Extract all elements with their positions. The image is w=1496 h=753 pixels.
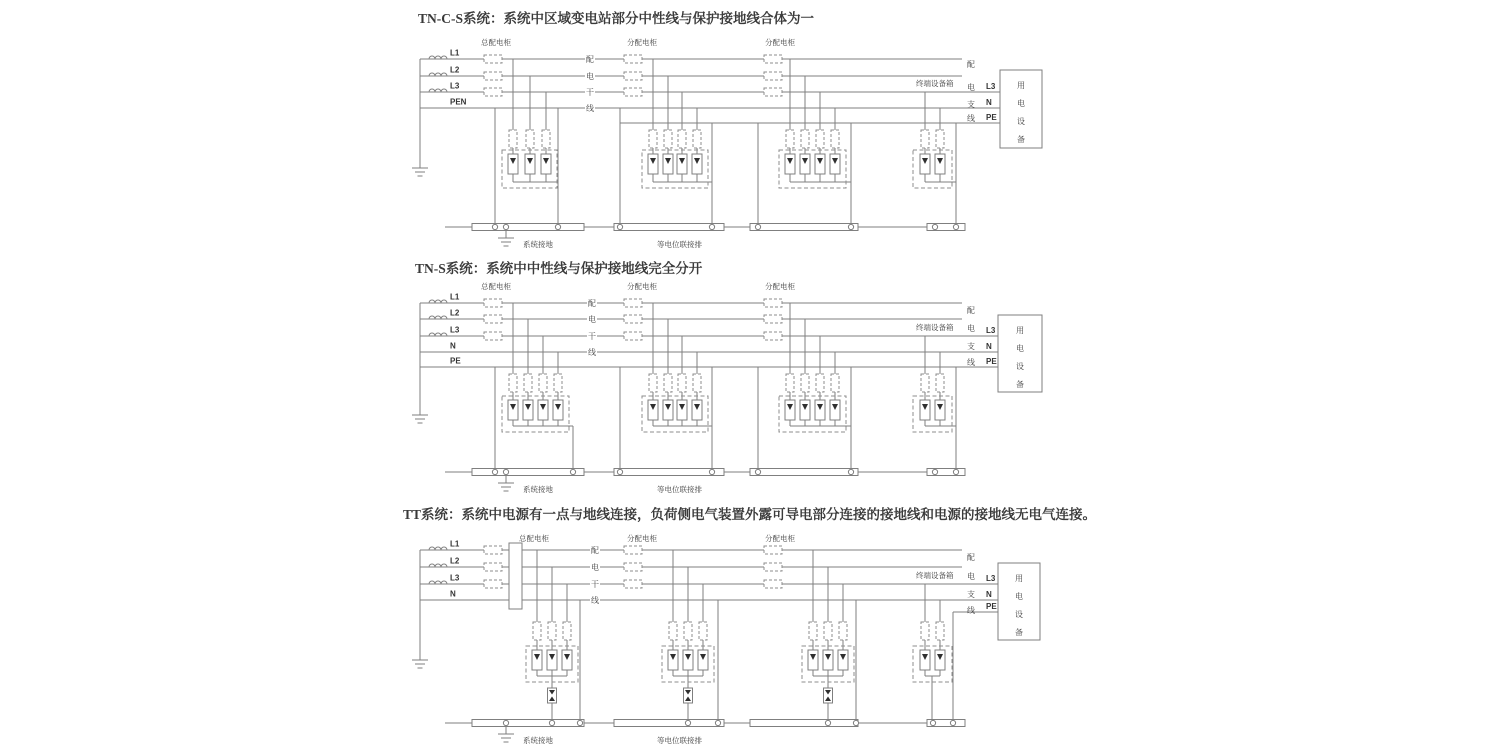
diagram-tt [403,506,1096,745]
fuse-icon [764,55,782,63]
fuse-icon [509,374,517,392]
branch-line-label-char: 线 [967,114,975,123]
cabinet-label: 总配电柜 [481,38,511,47]
spd-group-box [913,396,952,432]
fuse-icon [624,299,642,307]
fuse-icon [786,374,794,392]
load-line-label: N [986,590,992,599]
ground-symbol-icon [498,734,514,742]
fuse-icon [684,622,692,640]
trunk-line-label-char: 线 [586,104,594,113]
line-label: L2 [450,556,460,566]
equipotential-busbar [750,720,858,727]
bus-connection-node [950,720,955,725]
branch-line-label-char: 配 [967,306,975,315]
ground-symbol-icon [412,168,428,176]
ground-symbol-icon [412,660,428,668]
load-box-label-char: 备 [1016,380,1024,389]
load-box-label-char: 用 [1015,574,1023,583]
fuse-icon [624,546,642,554]
diagram-title: TN-C-S系统：系统中区域变电站部分中性线与保护接地线合体为一 [418,11,815,26]
bus-connection-node [848,469,853,474]
fuse-icon [664,130,672,148]
bus-connection-node [549,720,554,725]
fuse-icon [936,622,944,640]
terminal-box-label: 终端设备箱 [916,79,954,88]
bus-connection-node [953,224,958,229]
equipotential-busbar [614,224,724,231]
fuse-icon [809,622,817,640]
load-line-label: N [986,342,992,351]
fuse-icon [699,622,707,640]
bus-connection-node [577,720,582,725]
bus-connection-node [492,469,497,474]
fuse-icon [624,72,642,80]
fuse-icon [678,130,686,148]
fuse-icon [936,130,944,148]
bus-connection-node [848,224,853,229]
fuse-icon [831,374,839,392]
bus-connection-node [570,469,575,474]
bus-connection-node [930,720,935,725]
bus-connection-node [825,720,830,725]
load-box-label-char: 用 [1016,326,1024,335]
load-box-label-char: 电 [1015,592,1023,601]
ground-symbol-icon [412,415,428,423]
branch-line-label-char: 配 [967,553,975,562]
fuse-icon [649,374,657,392]
diagram-title: TT系统：系统中电源有一点与地线连接，负荷侧电气装置外露可导电部分连接的接地线和电源的接地线无电气连接。 [403,507,1097,522]
trunk-line-label-char: 干 [591,580,599,589]
trunk-line-label-char: 线 [591,596,599,605]
equipotential-busbar [750,224,858,231]
load-line-label: PE [986,113,997,122]
fuse-icon [816,130,824,148]
cabinet-label: 分配电柜 [765,282,795,291]
fuse-icon [936,374,944,392]
fuse-icon [624,580,642,588]
bonding-bar-label: 等电位联接排 [657,736,702,745]
trunk-line-label-char: 电 [591,563,599,572]
line-label: N [450,341,456,351]
bus-connection-node [709,469,714,474]
equipotential-busbar [472,469,584,476]
fuse-icon [921,374,929,392]
fuse-icon [624,332,642,340]
fuse-icon [484,563,502,571]
fuse-icon [921,622,929,640]
equipotential-busbar [472,720,584,727]
cabinet-label: 分配电柜 [765,534,795,543]
bus-connection-node [953,469,958,474]
equipotential-busbar [750,469,858,476]
bus-connection-node [932,224,937,229]
branch-line-label-char: 配 [967,60,975,69]
bus-connection-node [709,224,714,229]
system-ground-label: 系统接地 [523,485,553,494]
fuse-icon [526,130,534,148]
bus-connection-node [685,720,690,725]
fuse-icon [554,374,562,392]
fuse-icon [484,580,502,588]
branch-line-label-char: 电 [967,572,975,581]
line-label: PEN [450,97,467,107]
bus-connection-node [932,469,937,474]
fuse-icon [921,130,929,148]
fuse-icon [824,622,832,640]
bonding-bar-label: 等电位联接排 [657,240,702,249]
fuse-icon [548,622,556,640]
fuse-icon [669,622,677,640]
fuse-icon [533,622,541,640]
load-box-label-char: 设 [1016,362,1024,371]
fuse-icon [801,130,809,148]
branch-line-label-char: 支 [967,342,975,351]
fuse-icon [624,315,642,323]
diagram-tn-s [412,260,1042,494]
fuse-icon [484,315,502,323]
fuse-icon [764,546,782,554]
fuse-icon [764,315,782,323]
cabinet-label: 分配电柜 [765,38,795,47]
terminal-box-label: 终端设备箱 [916,323,954,332]
fuse-icon [649,130,657,148]
fuse-icon [764,299,782,307]
fuse-icon [542,130,550,148]
bus-connection-node [555,224,560,229]
cabinet-label: 分配电柜 [627,534,657,543]
line-label: L3 [450,81,460,91]
fuse-icon [664,374,672,392]
fuse-icon [539,374,547,392]
load-box-label-char: 备 [1015,628,1023,637]
load-line-label: PE [986,602,997,611]
trunk-line-label-char: 电 [588,315,596,324]
trunk-line-label-char: 干 [586,88,594,97]
fuse-icon [816,374,824,392]
load-box-label-char: 电 [1017,99,1025,108]
fuse-icon [678,374,686,392]
branch-line-label-char: 电 [967,324,975,333]
load-box-label-char: 电 [1016,344,1024,353]
line-label: L2 [450,65,460,75]
fuse-icon [484,299,502,307]
equipotential-busbar [472,224,584,231]
equipotential-busbar [614,720,724,727]
fuse-icon [484,55,502,63]
load-box-label-char: 设 [1017,117,1025,126]
trunk-line-label-char: 配 [591,546,599,555]
diagram-title: TN-S系统：系统中中性线与保护接地线完全分开 [415,261,703,276]
trunk-line-label-char: 电 [586,72,594,81]
branch-line-label-char: 支 [967,100,975,109]
diagram-tn-c-s [412,10,1042,249]
ground-symbol-icon [498,483,514,491]
fuse-icon [524,374,532,392]
bus-connection-node [503,720,508,725]
trunk-line-label-char: 干 [588,332,596,341]
load-line-label: L3 [986,326,996,335]
fuse-icon [764,72,782,80]
bus-connection-node [492,224,497,229]
load-line-label: L3 [986,574,996,583]
load-line-label: L3 [986,82,996,91]
load-line-label: N [986,98,992,107]
line-label: PE [450,356,461,366]
bus-connection-node [617,469,622,474]
load-box-label-char: 设 [1015,610,1023,619]
fuse-icon [484,72,502,80]
bus-connection-node [755,469,760,474]
cabinet-label: 分配电柜 [627,38,657,47]
fuse-icon [563,622,571,640]
main-cabinet-busbar-box [509,543,522,609]
bus-connection-node [853,720,858,725]
line-label: L1 [450,539,460,549]
branch-line-label-char: 支 [967,590,975,599]
cabinet-label: 总配电柜 [519,534,549,543]
fuse-icon [624,88,642,96]
fuse-icon [484,546,502,554]
equipotential-busbar [614,469,724,476]
fuse-icon [764,580,782,588]
bus-connection-node [503,224,508,229]
cabinet-label: 总配电柜 [481,282,511,291]
load-box-label-char: 用 [1017,81,1025,90]
fuse-icon [624,563,642,571]
bus-connection-node [755,224,760,229]
branch-line-label-char: 线 [967,358,975,367]
fuse-icon [801,374,809,392]
fuse-icon [624,55,642,63]
trunk-line-label-char: 线 [588,348,596,357]
fuse-icon [693,130,701,148]
line-label: N [450,589,456,599]
load-line-label: PE [986,357,997,366]
fuse-icon [484,88,502,96]
fuse-icon [764,332,782,340]
fuse-icon [786,130,794,148]
cabinet-label: 分配电柜 [627,282,657,291]
branch-line-label-char: 线 [967,606,975,615]
fuse-icon [839,622,847,640]
bus-connection-node [503,469,508,474]
fuse-icon [764,563,782,571]
fuse-icon [831,130,839,148]
system-ground-label: 系统接地 [523,240,553,249]
ground-symbol-icon [498,238,514,246]
line-label: L1 [450,48,460,58]
trunk-line-label-char: 配 [586,55,594,64]
system-ground-label: 系统接地 [523,736,553,745]
bus-connection-node [715,720,720,725]
fuse-icon [764,88,782,96]
fuse-icon [509,130,517,148]
line-label: L3 [450,325,460,335]
trunk-line-label-char: 配 [588,299,596,308]
fuse-icon [693,374,701,392]
fuse-icon [484,332,502,340]
terminal-box-label: 终端设备箱 [916,571,954,580]
line-label: L2 [450,308,460,318]
bus-connection-node [617,224,622,229]
load-box-label-char: 备 [1017,135,1025,144]
bonding-bar-label: 等电位联接排 [657,485,702,494]
line-label: L3 [450,573,460,583]
line-label: L1 [450,292,460,302]
branch-line-label-char: 电 [967,83,975,92]
